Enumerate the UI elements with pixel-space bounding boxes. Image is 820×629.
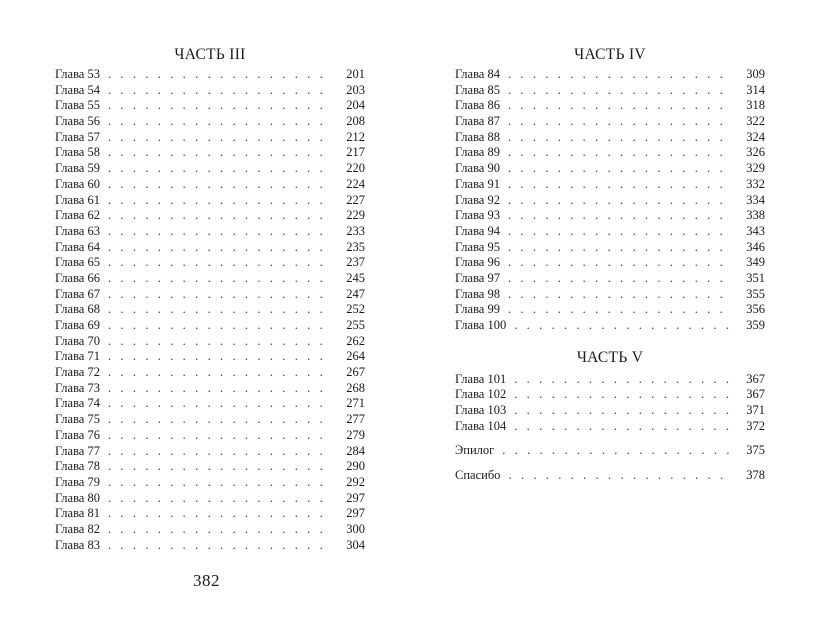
toc-entry-page: 290: [346, 459, 365, 474]
toc-entry-page: 356: [746, 302, 765, 317]
toc-entry-label: Глава 96: [455, 255, 500, 270]
toc-entry-label: Глава 56: [55, 114, 100, 129]
toc-entry: [55, 334, 365, 350]
toc-entry-label: Глава 79: [55, 474, 100, 489]
part-title-4: ЧАСТЬ IV: [574, 46, 646, 63]
toc-entry: [55, 224, 365, 240]
dot-leader: [108, 224, 333, 240]
toc-entry-label: Глава 103: [455, 403, 507, 418]
toc-entry-label: Глава 100: [455, 318, 507, 332]
toc-entry-page: 255: [346, 318, 365, 332]
toc-entry-page: 300: [346, 521, 365, 536]
toc-entry-label: Глава 78: [55, 459, 100, 474]
toc-entry-page: 292: [346, 474, 365, 489]
dot-leader: [108, 381, 333, 397]
toc-entry: [55, 161, 365, 177]
toc-entry: [455, 287, 765, 303]
toc-entry: [455, 419, 765, 435]
toc-entry: [55, 67, 365, 83]
dot-leader: [508, 255, 733, 271]
dot-leader: [108, 491, 333, 507]
toc-entry-page: 201: [346, 67, 365, 81]
toc-entry-page: 329: [746, 161, 765, 176]
toc-entry-label: Глава 55: [55, 98, 100, 113]
toc-entry-page: 332: [746, 176, 765, 191]
toc-entry: [55, 302, 365, 318]
toc-entry-page: 359: [746, 318, 765, 332]
dot-leader: [514, 318, 733, 334]
dot-leader: [508, 287, 733, 303]
dot-leader: [108, 161, 333, 177]
toc-entry-label: Глава 64: [55, 239, 100, 254]
toc-entry: [55, 412, 365, 428]
toc-entry-label: Глава 82: [55, 521, 100, 536]
toc-entry-page: 235: [346, 239, 365, 254]
dot-leader: [108, 255, 333, 271]
toc-entry-label: Глава 77: [55, 443, 100, 458]
toc-entry-page: 334: [746, 192, 765, 207]
toc-entry: [55, 318, 365, 334]
toc-entry-page: 372: [746, 418, 765, 433]
dot-leader: [502, 443, 733, 459]
toc-entry-label: Глава 65: [55, 255, 100, 270]
dot-leader: [508, 208, 733, 224]
toc-entry-page: 227: [346, 192, 365, 207]
toc-entry: [455, 67, 765, 83]
toc-entry-label: Глава 83: [55, 537, 100, 552]
toc-entry: [55, 240, 365, 256]
toc-entry: [55, 271, 365, 287]
dot-leader: [108, 428, 333, 444]
toc-entry-label: Глава 58: [55, 145, 100, 160]
dot-leader: [108, 522, 333, 538]
toc-entry-label: Эпилог: [455, 443, 495, 458]
toc-entry-page: 297: [346, 506, 365, 521]
toc-entry: [55, 381, 365, 397]
toc-entry-page: 346: [746, 239, 765, 254]
toc-entry-page: 220: [346, 161, 365, 176]
dot-leader: [508, 193, 733, 209]
toc-entry-page: 245: [346, 270, 365, 285]
dot-leader: [508, 271, 733, 287]
toc-entry-page: 367: [746, 387, 765, 402]
toc-entry-label: Глава 59: [55, 161, 100, 176]
dot-leader: [108, 396, 333, 412]
toc-entry-label: Глава 91: [455, 176, 500, 191]
dot-leader: [108, 459, 333, 475]
toc-entry-page: 279: [346, 427, 365, 442]
toc-entry: [455, 83, 765, 99]
toc-list-part-3: [55, 67, 365, 553]
dot-leader: [108, 334, 333, 350]
toc-entry-page: 203: [346, 82, 365, 97]
dot-leader: [514, 403, 733, 419]
toc-entry-label: Глава 67: [55, 286, 100, 301]
dot-leader: [108, 302, 333, 318]
toc-entry: [55, 475, 365, 491]
toc-entry: [55, 444, 365, 460]
toc-list-part-4: [455, 67, 765, 334]
dot-leader: [108, 145, 333, 161]
toc-entry-label: Глава 94: [455, 223, 500, 238]
dot-leader: [508, 98, 733, 114]
toc-entry: [455, 224, 765, 240]
toc-entry-label: Глава 60: [55, 176, 100, 191]
toc-entry: [455, 372, 765, 388]
toc-entry-page: 277: [346, 412, 365, 427]
toc-list-part-5: [455, 372, 765, 435]
toc-entry: [55, 396, 365, 412]
dot-leader: [508, 224, 733, 240]
toc-entry-label: Глава 101: [455, 371, 507, 386]
toc-entry-label: Глава 85: [455, 82, 500, 97]
toc-entry-page: 304: [346, 537, 365, 552]
toc-entry: [55, 428, 365, 444]
dot-leader: [508, 83, 733, 99]
toc-entry: [55, 506, 365, 522]
toc-entry: [55, 349, 365, 365]
toc-entry-page: 322: [746, 114, 765, 129]
toc-entry-page: 229: [346, 208, 365, 223]
toc-entry-page: 252: [346, 302, 365, 317]
toc-entry-label: Глава 68: [55, 302, 100, 317]
toc-entry-page: 268: [346, 380, 365, 395]
toc-entry-page: 208: [346, 114, 365, 129]
toc-entry: [455, 403, 765, 419]
toc-entry-page: 309: [746, 67, 765, 81]
dot-leader: [108, 193, 333, 209]
toc-entry-label: Глава 89: [455, 145, 500, 160]
toc-entry-label: Глава 97: [455, 270, 500, 285]
toc-entry: [455, 318, 765, 334]
toc-entry-page: 367: [746, 371, 765, 386]
toc-entry: [55, 255, 365, 271]
toc-entry-label: Глава 84: [455, 67, 500, 81]
toc-entry: [55, 459, 365, 475]
toc-entry-page: 247: [346, 286, 365, 301]
toc-entry-label: Глава 104: [455, 418, 507, 433]
toc-entry-label: Глава 76: [55, 427, 100, 442]
toc-entry-page: 318: [746, 98, 765, 113]
toc-entry: [455, 98, 765, 114]
dot-leader: [108, 412, 333, 428]
dot-leader: [508, 161, 733, 177]
toc-entry: [455, 114, 765, 130]
toc-entry-page: 237: [346, 255, 365, 270]
toc-entry-page: 355: [746, 286, 765, 301]
toc-entry-label: Глава 92: [455, 192, 500, 207]
toc-entry: [55, 83, 365, 99]
toc-entry-page: 284: [346, 443, 365, 458]
toc-entry-label: Глава 53: [55, 67, 100, 81]
dot-leader: [108, 98, 333, 114]
toc-entry: [55, 193, 365, 209]
toc-entry: [55, 538, 365, 554]
toc-entry-label: Глава 87: [455, 114, 500, 129]
toc-entry-label: Глава 95: [455, 239, 500, 254]
toc-entry-page: 324: [746, 129, 765, 144]
toc-entry-page: 212: [346, 129, 365, 144]
toc-entry: [55, 177, 365, 193]
toc-entry-label: Глава 62: [55, 208, 100, 223]
toc-entry: [55, 287, 365, 303]
dot-leader: [514, 372, 733, 388]
toc-entry: [455, 468, 765, 484]
dot-leader: [108, 538, 333, 554]
toc-entry-page: 267: [346, 365, 365, 380]
dot-leader: [108, 287, 333, 303]
dot-leader: [108, 83, 333, 99]
dot-leader: [108, 506, 333, 522]
left-page: [55, 0, 365, 553]
dot-leader: [508, 130, 733, 146]
toc-entry-label: Глава 88: [455, 129, 500, 144]
toc-entry: [55, 145, 365, 161]
toc-entry: [55, 208, 365, 224]
dot-leader: [108, 271, 333, 287]
toc-entry-page: 338: [746, 208, 765, 223]
dot-leader: [508, 145, 733, 161]
dot-leader: [108, 240, 333, 256]
dot-leader: [108, 318, 333, 334]
toc-entry: [55, 365, 365, 381]
toc-entry-page: 233: [346, 223, 365, 238]
toc-entry: [455, 387, 765, 403]
toc-entry-label: Глава 69: [55, 318, 100, 332]
toc-entry-label: Глава 90: [455, 161, 500, 176]
toc-entry: [455, 255, 765, 271]
toc-entry-page: 271: [346, 396, 365, 411]
toc-entry: [455, 271, 765, 287]
dot-leader: [108, 67, 333, 83]
toc-entry-label: Глава 74: [55, 396, 100, 411]
toc-entry: [455, 208, 765, 224]
dot-leader: [508, 67, 733, 83]
toc-entry-label: Глава 66: [55, 270, 100, 285]
toc-entry: [455, 443, 765, 459]
toc-entry-label: Глава 57: [55, 129, 100, 144]
right-page: [455, 0, 765, 493]
toc-entry-label: Глава 102: [455, 387, 507, 402]
toc-entry: [55, 491, 365, 507]
toc-entry-page: 314: [746, 82, 765, 97]
dot-leader: [108, 114, 333, 130]
toc-list-extras: [455, 443, 765, 483]
page-number: 382: [193, 571, 220, 590]
dot-leader: [108, 475, 333, 491]
toc-entry-label: Глава 98: [455, 286, 500, 301]
toc-entry-label: Глава 63: [55, 223, 100, 238]
toc-entry-page: 326: [746, 145, 765, 160]
dot-leader: [508, 240, 733, 256]
toc-entry-page: 217: [346, 145, 365, 160]
toc-entry: [455, 193, 765, 209]
dot-leader: [508, 177, 733, 193]
toc-entry-label: Спасибо: [455, 468, 501, 483]
dot-leader: [514, 387, 733, 403]
toc-entry: [455, 145, 765, 161]
toc-entry-page: 371: [746, 403, 765, 418]
dot-leader: [108, 349, 333, 365]
dot-leader: [108, 444, 333, 460]
toc-entry: [455, 130, 765, 146]
toc-entry-label: Глава 81: [55, 506, 100, 521]
dot-leader: [508, 468, 733, 484]
toc-entry-label: Глава 61: [55, 192, 100, 207]
dot-leader: [108, 208, 333, 224]
toc-entry: [55, 130, 365, 146]
toc-entry: [455, 240, 765, 256]
toc-entry: [55, 522, 365, 538]
toc-entry-page: 297: [346, 490, 365, 505]
toc-entry-page: 378: [746, 468, 765, 483]
toc-entry-label: Глава 72: [55, 365, 100, 380]
toc-entry-page: 262: [346, 333, 365, 348]
toc-entry-page: 375: [746, 443, 765, 458]
dot-leader: [108, 177, 333, 193]
toc-entry-label: Глава 93: [455, 208, 500, 223]
dot-leader: [514, 419, 733, 435]
toc-entry: [55, 114, 365, 130]
toc-entry-label: Глава 86: [455, 98, 500, 113]
toc-entry-page: 351: [746, 270, 765, 285]
dot-leader: [508, 114, 733, 130]
toc-entry-page: 349: [746, 255, 765, 270]
toc-entry-label: Глава 54: [55, 82, 100, 97]
dot-leader: [508, 302, 733, 318]
dot-leader: [108, 365, 333, 381]
toc-entry: [455, 177, 765, 193]
part-title-3: ЧАСТЬ III: [174, 46, 246, 63]
toc-entry-page: 204: [346, 98, 365, 113]
toc-entry-page: 224: [346, 176, 365, 191]
part-title-5: ЧАСТЬ V: [576, 348, 644, 366]
toc-entry: [455, 161, 765, 177]
toc-entry-label: Глава 71: [55, 349, 100, 364]
toc-entry-page: 343: [746, 223, 765, 238]
toc-entry-label: Глава 80: [55, 490, 100, 505]
dot-leader: [108, 130, 333, 146]
toc-entry-label: Глава 75: [55, 412, 100, 427]
toc-entry-label: Глава 99: [455, 302, 500, 317]
toc-entry-label: Глава 70: [55, 333, 100, 348]
toc-entry-label: Глава 73: [55, 380, 100, 395]
toc-entry: [455, 302, 765, 318]
toc-entry: [55, 98, 365, 114]
toc-entry-page: 264: [346, 349, 365, 364]
